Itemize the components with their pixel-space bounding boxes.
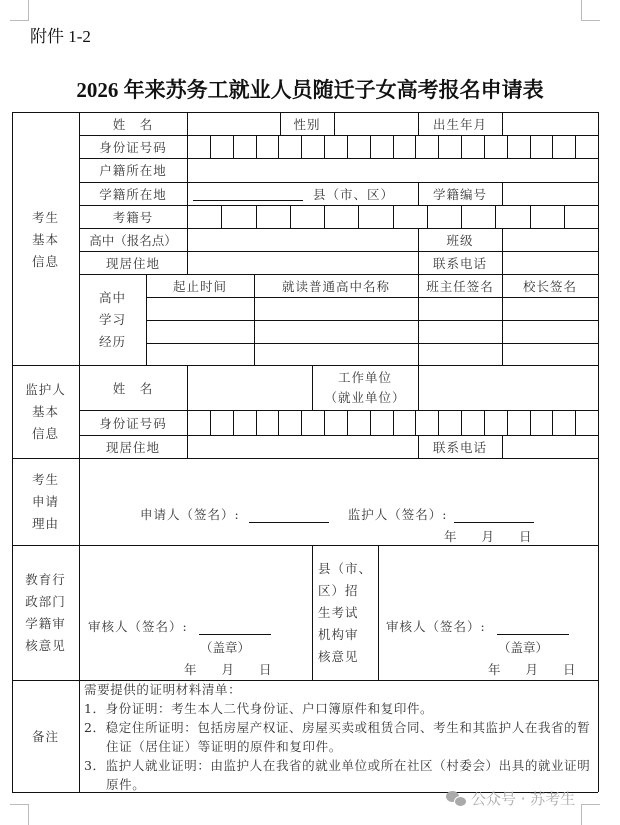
digit-box[interactable] <box>301 135 324 158</box>
school-registration-location-field[interactable] <box>187 182 418 205</box>
guardian-name-field[interactable] <box>187 365 312 410</box>
digit-box[interactable] <box>301 410 324 435</box>
history-cell[interactable] <box>418 320 502 343</box>
label-line: 经历 <box>98 333 126 349</box>
digit-box[interactable] <box>278 135 301 158</box>
history-cell[interactable] <box>146 297 254 320</box>
county-suffix: 县（市、区） <box>313 186 395 202</box>
digit-box[interactable] <box>256 410 279 435</box>
label-line: 基本 <box>31 403 59 419</box>
history-cell[interactable] <box>146 343 254 365</box>
digit-box[interactable] <box>575 410 598 435</box>
page-title: 2026 年来苏务工就业人员随迁子女高考报名申请表 <box>76 78 544 102</box>
guardian-section-label <box>12 365 79 458</box>
high-school-field[interactable] <box>187 228 418 251</box>
digit-box[interactable] <box>507 135 530 158</box>
digit-box[interactable] <box>415 410 438 435</box>
label-line: 考生 <box>31 471 59 487</box>
digit-box[interactable] <box>484 410 507 435</box>
application-date: 年 月 日 <box>444 529 532 544</box>
student-name-field[interactable] <box>187 112 280 135</box>
history-col-school-name: 就读普通高中名称 <box>281 278 390 294</box>
digit-box[interactable] <box>564 205 598 228</box>
watermark-text: 公众号 · 苏考生 <box>471 790 576 808</box>
digit-box[interactable] <box>461 135 484 158</box>
guardian-name-label: 姓 名 <box>112 380 154 396</box>
label-line: 信息 <box>31 254 59 269</box>
digit-box[interactable] <box>461 205 495 228</box>
notes-item: 3．监护人就业证明：由监护人在我省的就业单位或所在社区（村委会）出具的就业证明原件。 <box>84 758 591 792</box>
digit-box[interactable] <box>210 410 233 435</box>
class-field[interactable] <box>502 228 598 251</box>
digit-box[interactable] <box>484 135 507 158</box>
label-line: 政部门 <box>25 593 66 609</box>
digit-box[interactable] <box>324 135 347 158</box>
notes-item: 2．稳定住所证明：包括房屋产权证、房屋买卖或租赁合同、考生和其监护人在我省的暂住证（居住证）等证明的原件和复印件。 <box>84 720 591 754</box>
application-reason-label <box>12 458 79 545</box>
page-corner-mark <box>581 0 600 21</box>
digit-box[interactable] <box>438 135 461 158</box>
digit-box[interactable] <box>530 410 553 435</box>
history-cell[interactable] <box>254 343 418 365</box>
hukou-field[interactable] <box>187 158 598 182</box>
notes-label: 备注 <box>31 729 59 744</box>
digit-box[interactable] <box>507 410 530 435</box>
history-cell[interactable] <box>418 343 502 365</box>
digit-box[interactable] <box>427 205 461 228</box>
grid-line <box>598 112 599 792</box>
county-blank[interactable] <box>193 186 303 201</box>
label-line: 基本 <box>31 232 59 247</box>
guardian-signature-label: 监护人（签名）: <box>347 507 448 522</box>
attachment-label: 附件 1-2 <box>30 27 91 46</box>
digit-box[interactable] <box>393 410 416 435</box>
guardian-employer-label <box>312 365 418 410</box>
history-col-period: 起止时间 <box>172 278 227 294</box>
digit-box[interactable] <box>210 135 233 158</box>
notes-item: 1．身份证明：考生本人二代身份证、户口簿原件和复印件。 <box>84 701 434 716</box>
history-cell[interactable] <box>418 297 502 320</box>
high-school-label: 高中（报名点） <box>89 232 177 248</box>
label-line: 核意见 <box>318 648 359 664</box>
label-line: 学籍审 <box>25 615 66 631</box>
label-line: 教育行 <box>25 571 66 587</box>
exam-seal: （盖章） <box>498 640 549 655</box>
history-col-principal-sign: 校长签名 <box>522 278 577 294</box>
digit-box[interactable] <box>552 410 575 435</box>
guardian-phone-label: 联系电话 <box>432 439 487 455</box>
digit-box[interactable] <box>370 410 393 435</box>
label-line: 学习 <box>98 311 126 327</box>
history-col-teacher-sign: 班主任签名 <box>426 278 494 294</box>
education-dept-review-label <box>12 545 79 680</box>
page-corner-mark <box>581 804 600 825</box>
student-phone-field[interactable] <box>502 251 598 274</box>
digit-box[interactable] <box>187 410 210 435</box>
notes-heading: 需要提供的证明材料清单： <box>84 682 242 697</box>
digit-box[interactable] <box>370 135 393 158</box>
edu-reviewer-signature-label: 审核人（签名）: <box>88 619 188 634</box>
exam-authority-review-label <box>312 545 378 680</box>
guardian-phone-field[interactable] <box>502 435 598 458</box>
page-corner-mark <box>10 804 29 825</box>
digit-box[interactable] <box>256 205 290 228</box>
digit-box[interactable] <box>290 205 324 228</box>
digit-box[interactable] <box>256 135 279 158</box>
digit-box[interactable] <box>461 410 484 435</box>
exam-review-date: 年 月 日 <box>488 662 576 677</box>
edu-reviewer-row <box>88 617 271 635</box>
digit-box[interactable] <box>552 135 575 158</box>
guardian-signature-blank[interactable] <box>454 508 534 523</box>
guardian-id-label: 身份证号码 <box>99 415 167 431</box>
guardian-employer-field[interactable] <box>418 365 598 410</box>
digit-box[interactable] <box>324 205 358 228</box>
digit-box[interactable] <box>530 135 553 158</box>
history-cell[interactable] <box>502 320 598 343</box>
digit-box[interactable] <box>278 410 301 435</box>
student-phone-label: 联系电话 <box>432 255 487 271</box>
history-cell[interactable] <box>502 343 598 365</box>
digit-box[interactable] <box>575 135 598 158</box>
history-cell[interactable] <box>146 320 254 343</box>
label-line: 机构审 <box>318 626 359 642</box>
page-corner-mark <box>10 0 29 21</box>
gender-label: 性别 <box>293 116 321 132</box>
student-id-label: 身份证号码 <box>99 139 167 155</box>
digit-box[interactable] <box>393 205 427 228</box>
label-line: 理由 <box>31 515 59 531</box>
history-cell[interactable] <box>254 320 418 343</box>
digit-box[interactable] <box>358 205 392 228</box>
guardian-residence-field[interactable] <box>187 435 418 458</box>
digit-box[interactable] <box>347 135 370 158</box>
digit-box[interactable] <box>415 135 438 158</box>
edu-seal: （盖章） <box>200 640 251 655</box>
digit-box[interactable] <box>233 135 256 158</box>
exam-reviewer-signature-label: 审核人（签名）: <box>386 619 486 634</box>
digit-box[interactable] <box>347 410 370 435</box>
label-line: 监护人 <box>25 381 66 397</box>
student-section-label <box>12 200 79 280</box>
birth-date-field[interactable] <box>502 112 598 135</box>
class-label: 班级 <box>446 232 474 248</box>
high-school-history-label <box>79 274 146 365</box>
digit-box[interactable] <box>187 135 210 158</box>
label-line: 信息 <box>31 425 59 441</box>
applicant-signature-label: 申请人（签名）: <box>140 507 240 522</box>
digit-box[interactable] <box>221 205 255 228</box>
school-registration-number-label: 学籍编号 <box>432 186 487 202</box>
digit-box[interactable] <box>495 205 529 228</box>
label-line: 核意见 <box>25 637 66 653</box>
label-line: 高中 <box>98 289 126 305</box>
applicant-signature-blank[interactable] <box>249 508 329 523</box>
label-line: 县（市、 <box>318 560 373 576</box>
digit-box[interactable] <box>438 410 461 435</box>
student-name-label: 姓 名 <box>112 116 154 132</box>
label-line: 生考试 <box>318 604 359 620</box>
watermark <box>446 788 575 809</box>
label-line: （就业单位） <box>324 389 406 405</box>
gender-field[interactable] <box>334 112 418 135</box>
signature-line-row <box>140 505 534 523</box>
digit-box[interactable] <box>393 135 416 158</box>
school-registration-location-label: 学籍所在地 <box>99 186 167 202</box>
label-line: 区）招 <box>318 582 359 598</box>
history-cell[interactable] <box>502 297 598 320</box>
digit-box[interactable] <box>324 410 347 435</box>
label-line: 工作单位 <box>337 369 392 385</box>
edu-review-date: 年 月 日 <box>184 662 272 677</box>
school-registration-number-field[interactable] <box>502 182 598 205</box>
exam-number-label: 考籍号 <box>112 209 154 225</box>
hukou-label: 户籍所在地 <box>99 163 167 178</box>
exam-reviewer-signature-blank[interactable] <box>497 620 569 635</box>
history-cell[interactable] <box>254 297 418 320</box>
birth-date-label: 出生年月 <box>432 116 487 132</box>
student-residence-field[interactable] <box>187 251 418 274</box>
student-residence-label: 现居住地 <box>105 255 160 271</box>
wechat-icon <box>446 791 466 806</box>
exam-reviewer-row <box>386 617 569 635</box>
digit-box[interactable] <box>530 205 564 228</box>
notes-content <box>84 680 594 794</box>
edu-reviewer-signature-blank[interactable] <box>199 620 271 635</box>
label-line: 考生 <box>31 210 59 225</box>
digit-box[interactable] <box>187 205 221 228</box>
digit-box[interactable] <box>233 410 256 435</box>
guardian-residence-label: 现居住地 <box>105 439 160 455</box>
label-line: 申请 <box>31 493 59 509</box>
